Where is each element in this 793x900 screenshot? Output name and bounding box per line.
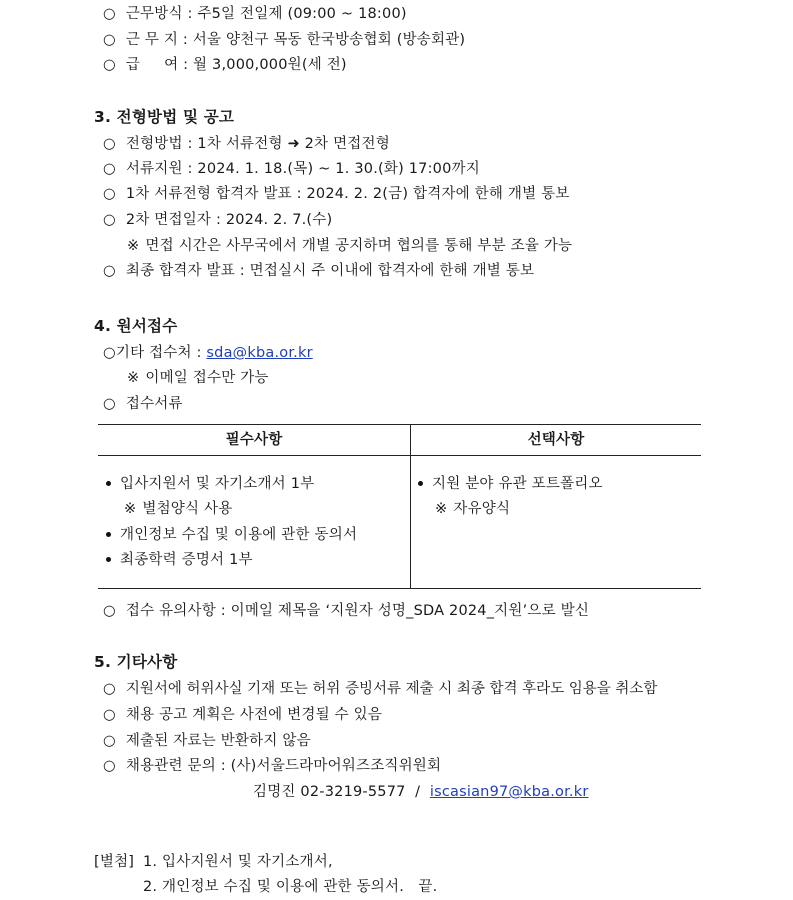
reference-mark: ※: [127, 370, 140, 386]
circle-bullet: ○: [103, 758, 116, 774]
salary-line: [103, 55, 347, 75]
required-column-header: 필수사항: [225, 432, 283, 448]
other-item-line: [103, 731, 311, 751]
required-item: 개인정보 수집 및 이용에 관한 동의서: [106, 525, 357, 545]
required-item-note: ※ 별첨양식 사용: [124, 501, 233, 517]
circle-bullet: ○: [103, 263, 116, 279]
final-result-line: [103, 261, 534, 281]
circle-bullet: ○: [103, 57, 116, 73]
section4-heading: 4. 원서접수: [94, 317, 178, 335]
bullet-dot-icon: [106, 532, 111, 537]
bullet-dot-icon: [418, 481, 423, 486]
attachment-item: 1. 입사지원서 및 자기소개서,: [143, 854, 333, 870]
other-item-line: [103, 679, 657, 699]
contact-note-text: 이메일 접수만 가능: [145, 370, 269, 386]
optional-item-note: ※ 자유양식: [435, 501, 511, 517]
section3-heading: 3. 전형방법 및 공고: [94, 108, 235, 126]
reference-mark: ※: [435, 501, 448, 517]
reference-mark: ※: [124, 501, 137, 517]
interview-date-text: 2차 면접일자 : 2024. 2. 7.(수): [125, 212, 333, 228]
inquiry-contact-line: [253, 782, 589, 802]
work-type-line: [103, 4, 407, 24]
interview-date-line: [103, 210, 332, 230]
bullet-dot-icon: [106, 557, 111, 562]
other-item-text: 지원서에 허위사실 기재 또는 허위 증빙서류 제출 시 최종 합격 후라도 임용을 취소함: [125, 681, 658, 697]
other-item-text: 채용관련 문의 : (사)서울드라마어워즈조직위원회: [125, 758, 442, 774]
workplace-text: 근 무 지 : 서울 양천구 목동 한국방송협회 (방송회관): [125, 32, 466, 48]
interview-note-text: 면접 시간은 사무국에서 개별 공지하며 협의를 통해 부분 조율 가능: [145, 238, 573, 254]
optional-column-header: 선택사항: [527, 432, 585, 448]
work-type-text: 근무방식 : 주5일 전일제 (09:00 ~ 18:00): [125, 6, 407, 22]
workplace-line: [103, 30, 465, 50]
circle-bullet: ○: [103, 161, 116, 177]
table-top-rule: [98, 424, 701, 425]
contact-label: 기타 접수처 :: [115, 345, 207, 361]
salary-text: 급 여 : 월 3,000,000원(세 전): [125, 57, 347, 73]
circle-bullet: ○: [103, 186, 116, 202]
selection-method-line: [103, 134, 390, 154]
section5-heading: 5. 기타사항: [94, 653, 178, 671]
circle-bullet: ○: [103, 136, 116, 152]
table-bottom-rule: [98, 588, 701, 589]
contact-email-link[interactable]: sda@kba.or.kr: [206, 345, 313, 361]
application-period-line: [103, 159, 480, 179]
bullet-dot-icon: [106, 481, 111, 486]
circle-bullet: ○: [103, 212, 116, 228]
documents-line: [103, 394, 183, 414]
circle-bullet: ○: [103, 396, 116, 412]
documents-table: [98, 424, 701, 589]
documents-label: 접수서류: [125, 396, 183, 412]
other-item-text: 제출된 자료는 반환하지 않음: [125, 733, 311, 749]
circle-bullet: ○: [103, 733, 116, 749]
circle-bullet: ○: [103, 681, 116, 697]
circle-bullet: ○: [103, 707, 116, 723]
inquiry-email-link[interactable]: iscasian97@kba.or.kr: [429, 784, 589, 800]
circle-bullet: ○: [103, 6, 116, 22]
circle-bullet: ○: [103, 603, 116, 619]
optional-item: 지원 분야 유관 포트폴리오: [418, 474, 603, 494]
required-item: 입사지원서 및 자기소개서 1부: [106, 474, 314, 494]
interview-note-line: [127, 236, 572, 256]
caution-text: 접수 유의사항 : 이메일 제목을 ‘지원자 성명_SDA 2024_지원’으로 발신: [125, 603, 590, 619]
first-result-text: 1차 서류전형 합격자 발표 : 2024. 2. 2(금) 합격자에 한해 개별 통보: [125, 186, 570, 202]
final-result-text: 최종 합격자 발표 : 면접실시 주 이내에 합격자에 한해 개별 통보: [125, 263, 535, 279]
inquiry-contact-text: 김명진 02-3219-5577 /: [253, 784, 430, 800]
selection-method-text: 전형방법 : 1차 서류전형 ➜ 2차 면접전형: [125, 136, 390, 152]
first-result-line: [103, 184, 570, 204]
caution-line: [103, 601, 589, 621]
other-item-line: [103, 756, 441, 776]
table-header-rule: [98, 455, 701, 456]
attachments-line: [94, 852, 134, 872]
contact-line: [103, 343, 313, 363]
attachments-label: [별첨]: [94, 854, 135, 870]
attachment-item: 2. 개인정보 수집 및 이용에 관한 동의서. 끝.: [143, 879, 438, 895]
required-item: 최종학력 증명서 1부: [106, 550, 253, 570]
other-item-line: [103, 705, 382, 725]
other-item-text: 채용 공고 계획은 사전에 변경될 수 있음: [125, 707, 383, 723]
contact-note-line: [127, 368, 269, 388]
application-period-text: 서류지원 : 2024. 1. 18.(목) ~ 1. 30.(화) 17:00까지: [125, 161, 480, 177]
circle-bullet: ○: [103, 32, 116, 48]
reference-mark: ※: [127, 238, 140, 254]
circle-bullet: ○: [103, 345, 116, 361]
